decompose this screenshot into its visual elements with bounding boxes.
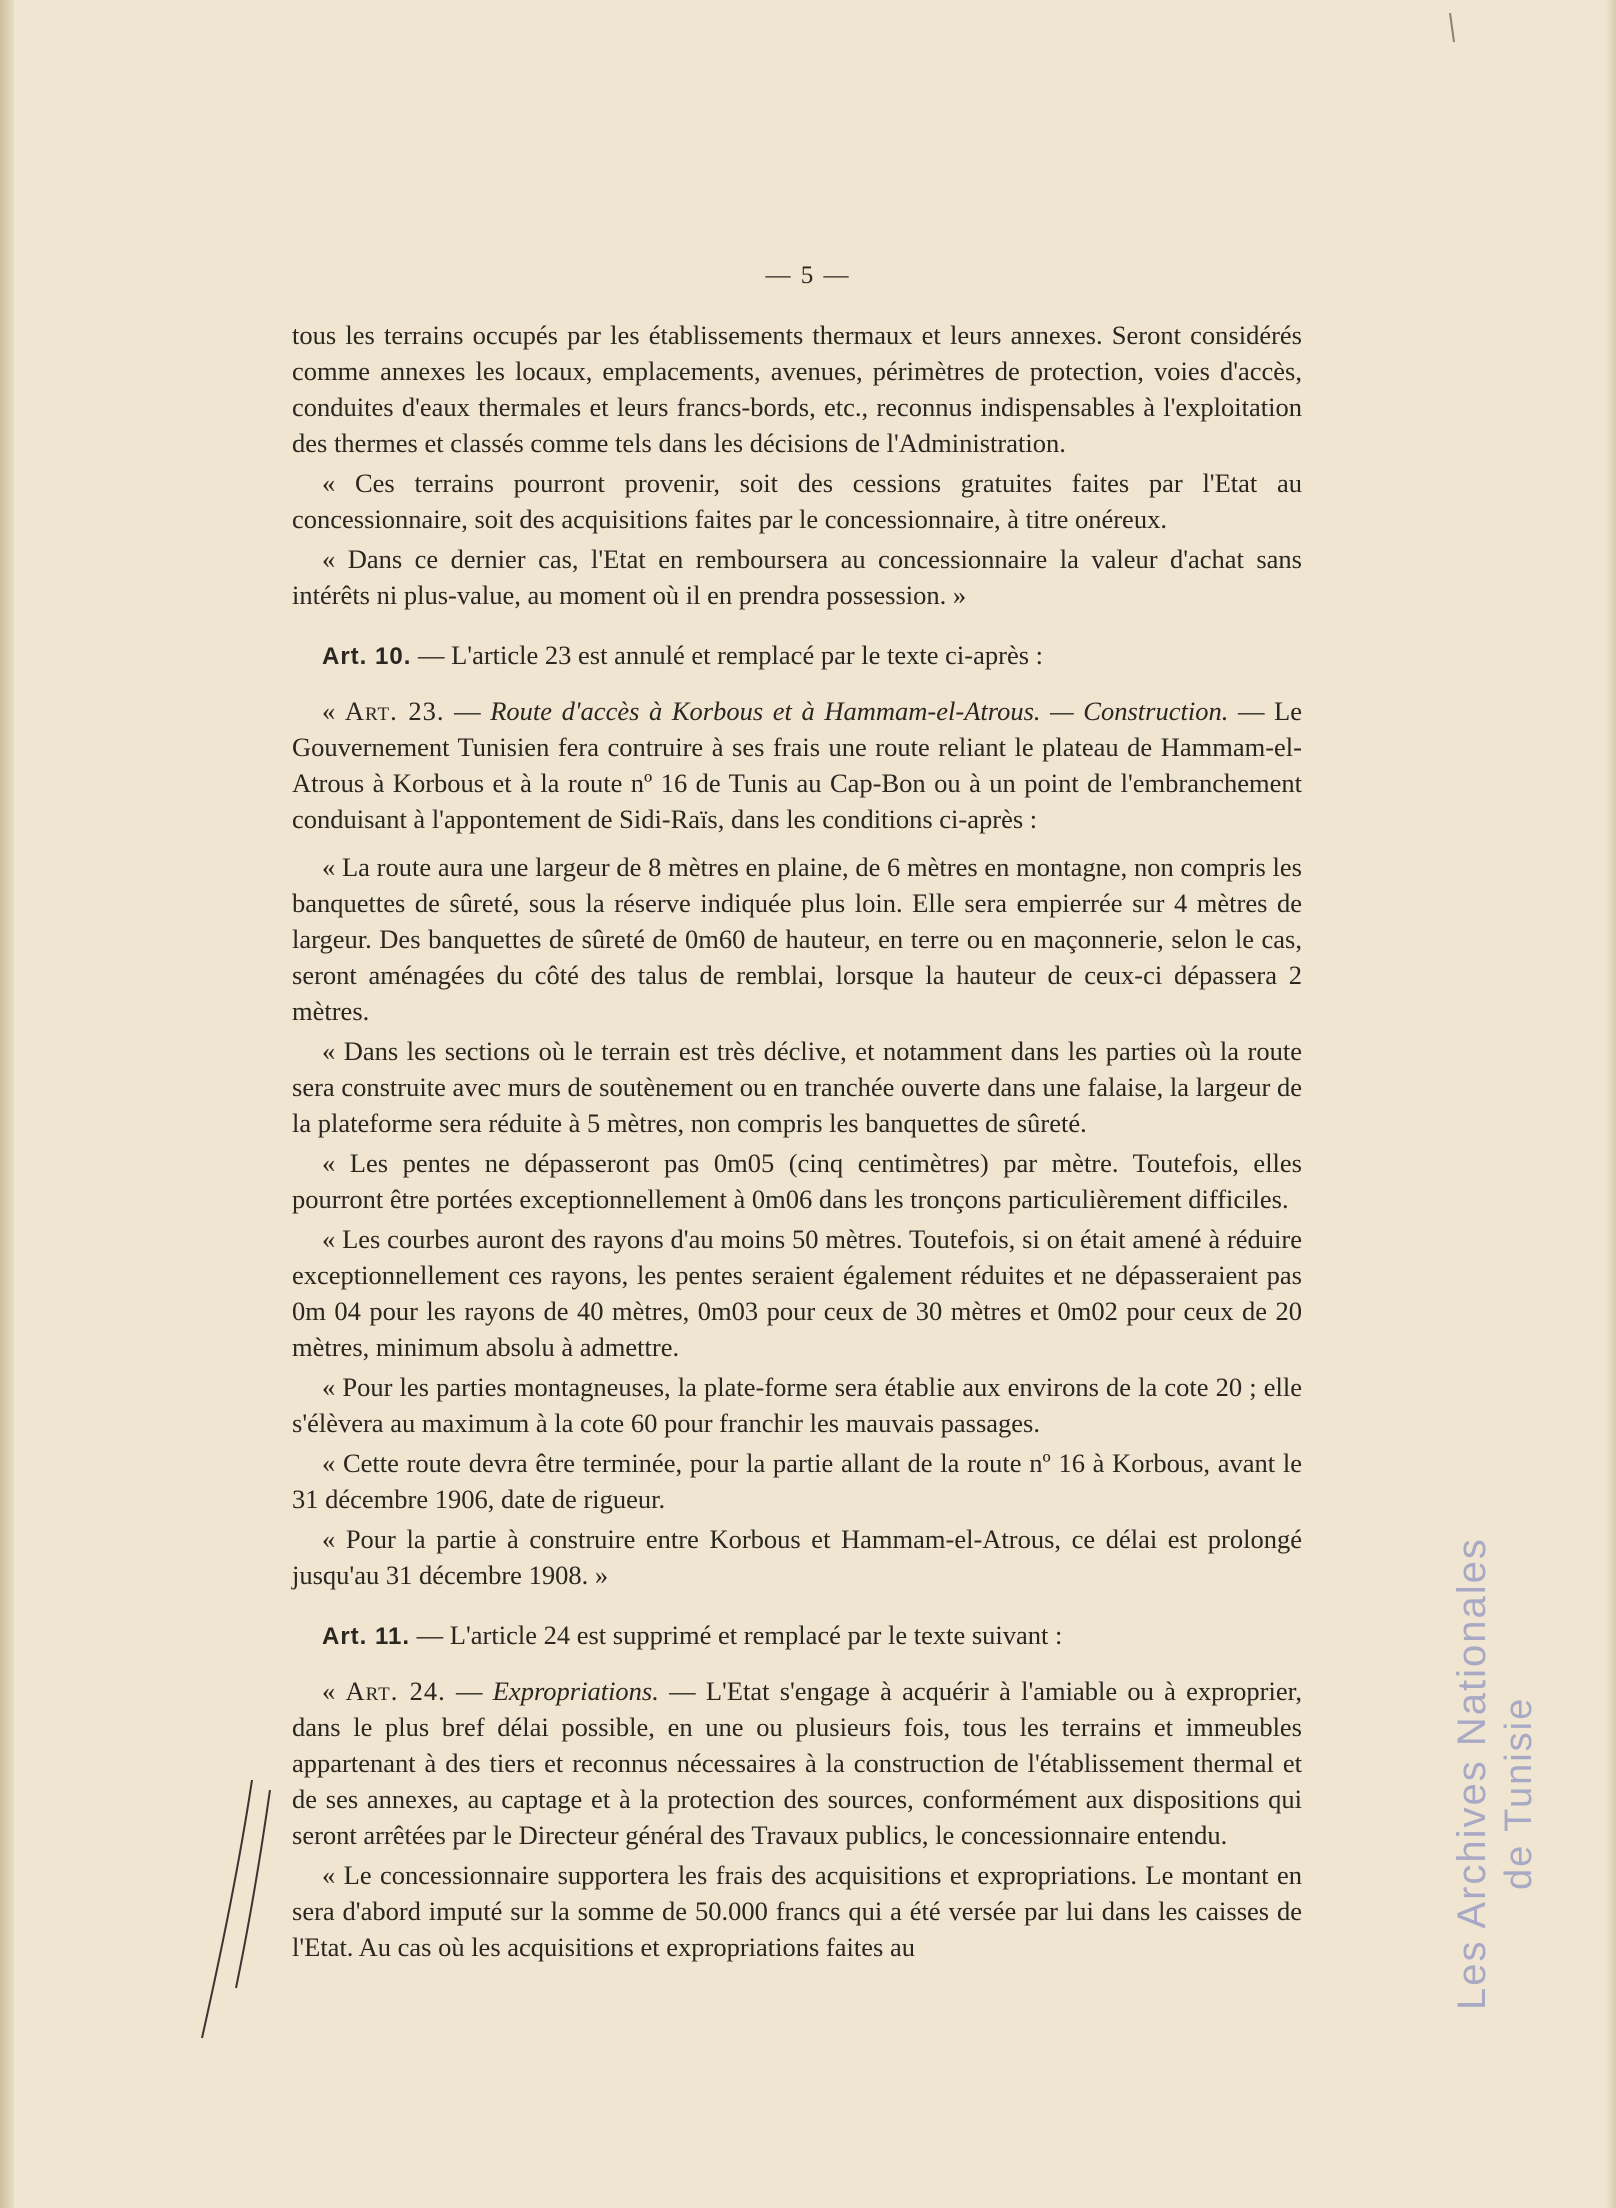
paragraph: « La route aura une largeur de 8 mètres en plaine, de 6 mètres en montagne, non compris les banquettes de sûreté, sous la réserve indiquée plus loin. Elle sera empierrée sur 4 mètres de largeur. Des banquettes de sûreté de 0m60 de hauteur, en terre ou en maçonnerie, selon le cas, seront aménagées du côté des talus de remblai, lorsque la hauteur de ceux-ci dépassera 2 mètres.	[292, 852, 1302, 1026]
paragraph: « Les courbes auront des rayons d'au moins 50 mètres. Toutefois, si on était amené à réduire exceptionnellement ces rayons, les pentes seraient également réduites et ne dépasseraient pas 0m 04 pour les rayons de 40 mètres, 0m03 pour ceux de 30 mètres et 0m02 pour ceux de 20 mètres, minimum absolu à admettre.	[292, 1224, 1302, 1362]
sub-article-label: Art. 23.	[344, 696, 445, 726]
paragraph: tous les terrains occupés par les établissements thermaux et leurs annexes. Seront considérés comme annexes les locaux, emplacements, avenues, périmètres de protection, voies d'accès, conduites d'eaux thermales et leurs francs-bords, etc., reconnus indispensables à l'exploitation des thermes et classés comme tels dans les décisions de l'Administration.	[292, 320, 1302, 458]
sub-article-label: Art. 24.	[345, 1676, 446, 1706]
article-label: Art. 11.	[322, 1623, 411, 1650]
paragraph: « Le concessionnaire supportera les frais des acquisitions et expropriations. Le montant en sera d'abord imputé sur la somme de 50.000 francs qui a été versée par lui dans les caisses de l'Etat. Au cas où les acquisitions et expropriations faites au	[292, 1860, 1302, 1962]
quote-mark: «	[322, 1676, 346, 1706]
stamp-line-1: Les Archives Nationales	[1450, 1537, 1494, 2010]
dash: —	[445, 1676, 493, 1706]
archive-stamp	[1440, 1370, 1560, 2010]
body-text	[292, 317, 1302, 1969]
sub-article-body: — L'Etat s'engage à acquérir à l'amiable ou à exproprier, dans le plus bref délai possible, en une ou plusieurs fois, tous les terrains et immeubles appartenant à des tiers et reconnus nécessaires à la construction de l'établissement thermal et de ses annexes, au captage et à la protection des sources, conformément aux dispositions qui seront arrêtées par le Directeur général des Travaux publics, le concessionnaire entendu.	[292, 1676, 1303, 1850]
sub-article-title: Route d'accès à Korbous et à Hammam-el-Atrous. — Construction.	[490, 696, 1229, 726]
paragraph: « Cette route devra être terminée, pour la partie allant de la route nº 16 à Korbous, avant le 31 décembre 1906, date de rigueur.	[292, 1448, 1302, 1514]
paragraph: « Dans ce dernier cas, l'Etat en remboursera au concessionnaire la valeur d'achat sans intérêts ni plus-value, au moment où il en prendra possession. »	[292, 544, 1302, 610]
article-10-heading	[292, 637, 1302, 675]
paragraph: « Pour la partie à construire entre Korbous et Hammam-el-Atrous, ce délai est prolongé jusqu'au 31 décembre 1908. »	[292, 1524, 1302, 1590]
dash: —	[444, 696, 491, 726]
quote-mark: «	[322, 696, 345, 726]
paper-speck	[1440, 8, 1470, 48]
article-text: — L'article 23 est annulé et remplacé par le texte ci-après :	[411, 640, 1044, 670]
sub-article-body: — Le Gouvernement Tunisien fera contruire à ses frais une route reliant le plateau de Hammam-el-Atrous à Korbous et à la route nº 16 de Tunis au Cap-Bon ou à un point de l'embranchement conduisant à l'appontement de Sidi-Raïs, dans les conditions ci-après :	[292, 696, 1302, 834]
article-23-paragraph	[292, 693, 1302, 837]
sub-article-title: Expropriations.	[492, 1676, 659, 1706]
paragraph: « Les pentes ne dépasseront pas 0m05 (cinq centimètres) par mètre. Toutefois, elles pourront être portées exceptionnellement à 0m06 dans les tronçons particulièrement difficiles.	[292, 1148, 1302, 1214]
paragraph: « Pour les parties montagneuses, la plate-forme sera établie aux environs de la cote 20 ; elle s'élèvera au maximum à la cote 60 pour franchir les mauvais passages.	[292, 1372, 1302, 1438]
article-label: Art. 10.	[322, 643, 412, 670]
article-text: — L'article 24 est supprimé et remplacé par le texte suivant :	[410, 1620, 1063, 1650]
margin-pencil-marks	[190, 1770, 280, 2050]
article-11-heading	[292, 1617, 1302, 1655]
stamp-line-2: de Tunisie	[1498, 1696, 1540, 1890]
article-24-paragraph	[292, 1673, 1302, 1853]
page-number: — 5 —	[765, 262, 851, 289]
paragraph: « Ces terrains pourront provenir, soit des cessions gratuites faites par l'Etat au concessionnaire, soit des acquisitions faites par le concessionnaire, à titre onéreux.	[292, 468, 1302, 534]
paragraph: « Dans les sections où le terrain est très déclive, et notamment dans les parties où la route sera construite avec murs de soutènement ou en tranchée ouverte dans une falaise, la largeur de la plateforme sera réduite à 5 mètres, non compris les banquettes de sûreté.	[292, 1036, 1302, 1138]
